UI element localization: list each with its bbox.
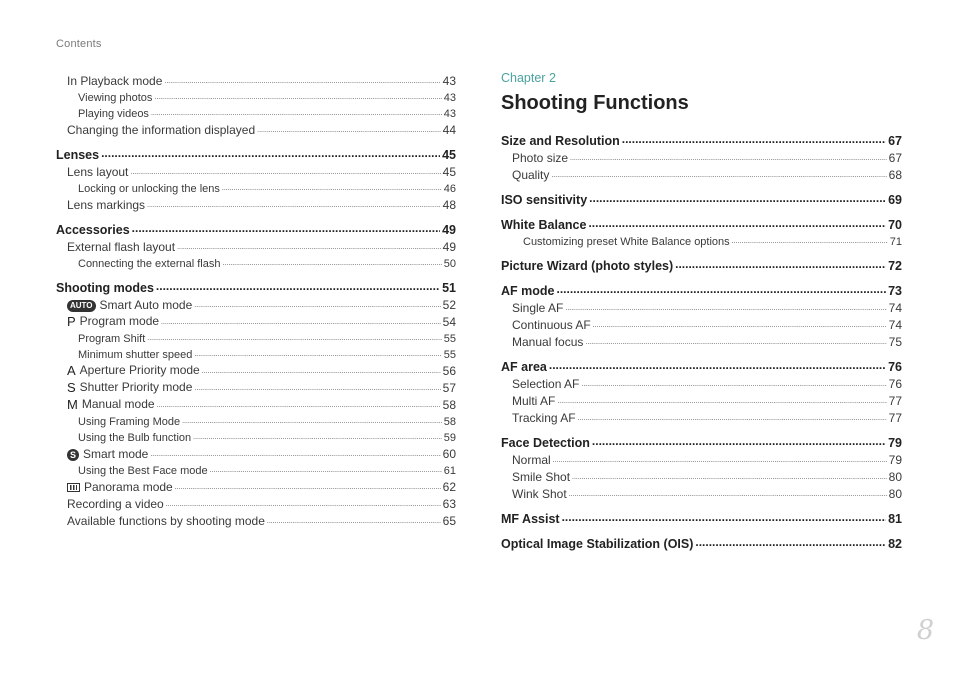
toc-entry-page: 60 xyxy=(442,447,456,461)
toc-entry[interactable] xyxy=(56,444,456,461)
toc-entry-text: Optical Image Stabilization (OIS) xyxy=(501,537,694,551)
toc-entry-text: Recording a video xyxy=(67,497,164,511)
toc-entry-label xyxy=(67,165,128,179)
toc-entry-page: 74 xyxy=(888,318,902,332)
toc-entry-page: 74 xyxy=(888,301,902,315)
dot-leader xyxy=(164,78,440,85)
toc-entry-label xyxy=(56,281,154,295)
toc-entry-label xyxy=(512,487,567,501)
toc-entry-text: Smart mode xyxy=(83,447,149,461)
toc-entry-page: 67 xyxy=(888,134,902,148)
dot-leader xyxy=(572,474,887,481)
toc-entry-label xyxy=(78,92,152,104)
toc-entry[interactable] xyxy=(501,428,902,450)
toc-entry-label xyxy=(67,397,155,412)
toc-entry-text: Face Detection xyxy=(501,436,590,450)
toc-entry-label xyxy=(67,314,159,329)
toc-entry-label xyxy=(67,514,265,528)
toc-entry-page: 62 xyxy=(442,480,456,494)
toc-entry-text: MF Assist xyxy=(501,512,560,526)
toc-entry-text: Picture Wizard (photo styles) xyxy=(501,259,674,273)
toc-entry-text: Photo size xyxy=(512,151,569,165)
toc-entry-text: Lenses xyxy=(56,148,100,162)
toc-entry-text: Manual mode xyxy=(81,396,155,411)
dot-leader xyxy=(154,94,441,101)
dot-leader xyxy=(581,381,886,388)
dot-leader xyxy=(150,451,440,458)
toc-entry-label xyxy=(512,335,583,349)
toc-entry-page: 43 xyxy=(442,74,456,88)
toc-entry[interactable] xyxy=(501,332,902,349)
toc-entry-text: Smart Auto mode xyxy=(99,298,193,312)
toc-entry-text: Panorama mode xyxy=(84,480,173,494)
toc-entry-page: 76 xyxy=(888,360,902,374)
dot-leader xyxy=(592,435,886,447)
dot-leader xyxy=(570,155,887,162)
toc-entry-page: 65 xyxy=(442,514,456,528)
toc-entry[interactable] xyxy=(501,450,902,467)
dot-leader xyxy=(175,484,441,491)
toc-entry-page: 49 xyxy=(442,223,456,237)
toc-entry[interactable] xyxy=(501,315,902,332)
toc-entry-text: Program mode xyxy=(79,313,160,328)
toc-entry-page: 67 xyxy=(888,151,902,165)
toc-entry[interactable] xyxy=(56,412,456,428)
toc-entry[interactable] xyxy=(56,273,456,295)
toc-entry-page: 80 xyxy=(888,470,902,484)
toc-entry-page: 80 xyxy=(888,487,902,501)
dot-leader xyxy=(147,202,441,209)
toc-entry[interactable] xyxy=(56,104,456,120)
toc-entry-page: 58 xyxy=(442,398,456,412)
toc-entry-label xyxy=(78,333,145,345)
toc-right-entries xyxy=(501,126,902,551)
dot-leader xyxy=(267,518,441,525)
toc-entry-text: Single AF xyxy=(512,301,564,315)
toc-left-column xyxy=(56,71,456,528)
toc-entry-label xyxy=(512,151,568,165)
toc-entry-page: 43 xyxy=(443,108,456,120)
toc-entry[interactable] xyxy=(56,378,456,395)
dot-leader xyxy=(166,501,441,508)
dot-leader xyxy=(557,398,886,405)
toc-entry-label xyxy=(67,480,173,494)
toc-entry-label xyxy=(512,394,555,408)
toc-entry-label xyxy=(501,259,673,273)
toc-entry-text: AF area xyxy=(501,360,547,374)
dot-leader xyxy=(194,351,441,358)
toc-entry-page: 77 xyxy=(888,411,902,425)
page-number: 8 xyxy=(916,615,934,646)
toc-entry-text: Multi AF xyxy=(512,394,556,408)
toc-entry-label xyxy=(512,301,563,315)
toc-entry[interactable] xyxy=(501,232,902,248)
toc-entry-label xyxy=(67,447,148,461)
toc-entry[interactable] xyxy=(501,276,902,298)
toc-entry[interactable] xyxy=(56,395,456,412)
toc-entry-label xyxy=(523,236,730,248)
dot-leader xyxy=(732,238,888,245)
toc-entry-label xyxy=(512,411,576,425)
toc-entry-text: Lens layout xyxy=(67,165,129,179)
smart-mode-icon: S xyxy=(67,449,79,461)
dot-leader xyxy=(193,434,442,441)
aperture-mode-icon: A xyxy=(67,363,76,378)
dot-leader xyxy=(156,280,440,292)
toc-entry-label xyxy=(56,223,130,237)
toc-entry-label xyxy=(501,134,620,148)
toc-entry-text: Using Framing Mode xyxy=(78,416,181,428)
toc-entry-label xyxy=(78,349,192,361)
toc-entry-page: 82 xyxy=(888,537,902,551)
toc-entry-page: 71 xyxy=(889,236,902,248)
toc-entry-page: 77 xyxy=(888,394,902,408)
toc-entry[interactable] xyxy=(56,140,456,162)
toc-entry[interactable] xyxy=(56,88,456,104)
toc-entry-label xyxy=(78,432,191,444)
toc-entry-page: 79 xyxy=(888,436,902,450)
toc-entry-text: Using the Bulb function xyxy=(78,432,192,444)
toc-entry-label xyxy=(512,318,591,332)
toc-entry-label xyxy=(78,108,149,120)
dot-leader xyxy=(585,339,886,346)
dot-leader xyxy=(101,147,440,159)
program-mode-icon: P xyxy=(67,314,76,329)
dot-leader xyxy=(147,335,442,342)
toc-entry-label xyxy=(56,148,99,162)
toc-entry[interactable] xyxy=(56,254,456,270)
toc-entry-page: 48 xyxy=(442,198,456,212)
toc-entry-text: Available functions by shooting mode xyxy=(67,514,265,528)
dot-leader xyxy=(182,418,442,425)
dot-leader xyxy=(130,169,440,176)
toc-entry-label xyxy=(501,284,554,298)
toc-entry-page: 58 xyxy=(443,416,456,428)
dot-leader xyxy=(695,536,886,548)
toc-entry-text: Changing the information displayed xyxy=(67,123,256,137)
toc-entry-text: Shutter Priority mode xyxy=(79,379,193,394)
toc-entry-page: 54 xyxy=(442,315,456,329)
dot-leader xyxy=(569,491,887,498)
dot-leader xyxy=(675,258,886,270)
dot-leader xyxy=(210,467,442,474)
chapter-label: Chapter 2 xyxy=(501,71,556,85)
dot-leader xyxy=(551,172,886,179)
shutter-mode-icon: S xyxy=(67,380,76,395)
toc-entry-label xyxy=(501,436,590,450)
toc-entry-text: Aperture Priority mode xyxy=(79,362,200,377)
toc-entry-text: Viewing photos xyxy=(78,92,153,104)
toc-entry-page: 43 xyxy=(443,92,456,104)
toc-entry-text: Locking or unlocking the lens xyxy=(78,183,220,195)
toc-entry[interactable] xyxy=(56,295,456,312)
dot-leader xyxy=(549,359,886,371)
toc-entry-page: 52 xyxy=(442,298,456,312)
toc-entry-text: ISO sensitivity xyxy=(501,193,588,207)
toc-entry-page: 55 xyxy=(443,333,456,345)
toc-entry-label xyxy=(501,512,560,526)
dot-leader xyxy=(556,283,886,295)
toc-entry-page: 73 xyxy=(888,284,902,298)
toc-entry[interactable] xyxy=(501,185,902,207)
toc-entry-label xyxy=(512,377,579,391)
dot-leader xyxy=(589,192,886,204)
toc-entry-page: 63 xyxy=(442,497,456,511)
toc-entry[interactable] xyxy=(501,126,902,148)
toc-entry-page: 75 xyxy=(888,335,902,349)
toc-entry-label xyxy=(67,123,255,137)
toc-entry[interactable] xyxy=(56,162,456,179)
toc-entry-text: Smile Shot xyxy=(512,470,571,484)
toc-entry-text: Selection AF xyxy=(512,377,580,391)
toc-entry-label xyxy=(501,360,547,374)
toc-entry[interactable] xyxy=(56,329,456,345)
toc-entry-text: Minimum shutter speed xyxy=(78,349,193,361)
toc-entry[interactable] xyxy=(501,408,902,425)
toc-entry-label xyxy=(78,465,208,477)
dot-leader xyxy=(132,222,440,234)
toc-entry-page: 70 xyxy=(888,218,902,232)
dot-leader xyxy=(257,127,441,134)
toc-entry[interactable] xyxy=(501,374,902,391)
toc-entry-page: 68 xyxy=(888,168,902,182)
toc-entry-page: 50 xyxy=(443,258,456,270)
toc-entry[interactable] xyxy=(501,467,902,484)
toc-entry[interactable] xyxy=(56,477,456,494)
toc-entry[interactable] xyxy=(501,210,902,232)
toc-entry-label xyxy=(512,453,551,467)
toc-entry-label xyxy=(67,363,200,378)
toc-entry-text: Lens markings xyxy=(67,198,146,212)
page-header: Contents xyxy=(56,38,102,50)
toc-entry-page: 56 xyxy=(442,364,456,378)
dot-leader xyxy=(157,402,441,409)
toc-entry-label xyxy=(67,497,164,511)
toc-entry[interactable] xyxy=(501,504,902,526)
toc-entry-page: 45 xyxy=(442,165,456,179)
toc-entry[interactable] xyxy=(501,298,902,315)
toc-entry-text: Manual focus xyxy=(512,335,584,349)
toc-entry-label xyxy=(501,218,586,232)
dot-leader xyxy=(194,302,440,309)
toc-entry-page: 46 xyxy=(443,183,456,195)
panorama-mode-icon xyxy=(67,483,80,492)
toc-entry-text: External flash layout xyxy=(67,240,176,254)
toc-entry-label xyxy=(78,258,220,270)
toc-entry[interactable] xyxy=(56,120,456,137)
toc-entry-page: 44 xyxy=(442,123,456,137)
toc-entry-text: Tracking AF xyxy=(512,411,576,425)
toc-entry-label xyxy=(67,380,192,395)
dot-leader xyxy=(177,244,441,251)
dot-leader xyxy=(622,133,886,145)
toc-entry-page: 69 xyxy=(888,193,902,207)
dot-leader xyxy=(588,217,886,229)
toc-entry-label xyxy=(67,198,145,212)
toc-entry-page: 81 xyxy=(888,512,902,526)
toc-entry[interactable] xyxy=(56,71,456,88)
toc-entry-label xyxy=(512,470,570,484)
toc-entry-text: In Playback mode xyxy=(67,74,163,88)
toc-entry[interactable] xyxy=(501,251,902,273)
dot-leader xyxy=(222,185,442,192)
dot-leader xyxy=(194,385,440,392)
toc-entry-label xyxy=(512,168,549,182)
toc-entry-text: Program Shift xyxy=(78,333,146,345)
toc-entry-text: Using the Best Face mode xyxy=(78,465,208,477)
toc-entry[interactable] xyxy=(56,461,456,477)
toc-entry-label xyxy=(67,240,175,254)
toc-entry-page: 49 xyxy=(442,240,456,254)
toc-entry[interactable] xyxy=(56,215,456,237)
toc-entry-label xyxy=(78,416,180,428)
dot-leader xyxy=(151,110,442,117)
toc-entry[interactable] xyxy=(501,484,902,501)
toc-entry[interactable] xyxy=(501,165,902,182)
toc-entry-text: Wink Shot xyxy=(512,487,567,501)
toc-entry[interactable] xyxy=(501,148,902,165)
toc-entry-page: 76 xyxy=(888,377,902,391)
chapter-title: Shooting Functions xyxy=(501,92,689,114)
toc-entry-page: 79 xyxy=(888,453,902,467)
toc-entry[interactable] xyxy=(501,529,902,551)
toc-entry-text: Size and Resolution xyxy=(501,134,620,148)
toc-entry[interactable] xyxy=(501,391,902,408)
manual-mode-icon: M xyxy=(67,397,78,412)
toc-entry-text: Shooting modes xyxy=(56,281,154,295)
toc-entry-text: Quality xyxy=(512,168,550,182)
dot-leader xyxy=(553,457,887,464)
dot-leader xyxy=(562,511,887,523)
toc-entry[interactable] xyxy=(56,361,456,378)
toc-right-column xyxy=(501,71,902,551)
toc-entry-page: 51 xyxy=(442,281,456,295)
dot-leader xyxy=(565,305,886,312)
toc-entry[interactable] xyxy=(56,312,456,329)
toc-entry-page: 59 xyxy=(443,432,456,444)
toc-entry-label xyxy=(67,74,162,88)
dot-leader xyxy=(161,319,441,326)
dot-leader xyxy=(578,415,887,422)
toc-entry-label xyxy=(67,298,192,312)
dot-leader xyxy=(593,322,887,329)
toc-entry[interactable] xyxy=(56,428,456,444)
toc-entry-text: White Balance xyxy=(501,218,587,232)
toc-entry-text: Continuous AF xyxy=(512,318,591,332)
toc-entry-text: Normal xyxy=(512,453,551,467)
toc-entry[interactable] xyxy=(56,195,456,212)
toc-entry-page: 72 xyxy=(888,259,902,273)
toc-entry-page: 57 xyxy=(442,381,456,395)
toc-entry[interactable] xyxy=(501,352,902,374)
toc-entry-text: Playing videos xyxy=(78,108,149,120)
toc-entry-page: 55 xyxy=(443,349,456,361)
toc-entry-label xyxy=(501,193,587,207)
toc-entry-label xyxy=(501,537,693,551)
toc-entry[interactable] xyxy=(56,345,456,361)
toc-entry-page: 45 xyxy=(442,148,456,162)
toc-entry[interactable] xyxy=(56,511,456,528)
dot-leader xyxy=(202,368,441,375)
toc-entry-text: Connecting the external flash xyxy=(78,258,221,270)
toc-entry-text: Customizing preset White Balance options xyxy=(523,236,730,248)
toc-entry-text: Accessories xyxy=(56,223,130,237)
toc-entry[interactable] xyxy=(56,179,456,195)
toc-entry-text: AF mode xyxy=(501,284,555,298)
toc-entry-label xyxy=(78,183,220,195)
auto-mode-icon: AUTO xyxy=(67,300,96,312)
toc-entry[interactable] xyxy=(56,237,456,254)
toc-entry[interactable] xyxy=(56,494,456,511)
toc-entry-page: 61 xyxy=(443,465,456,477)
dot-leader xyxy=(222,260,441,267)
